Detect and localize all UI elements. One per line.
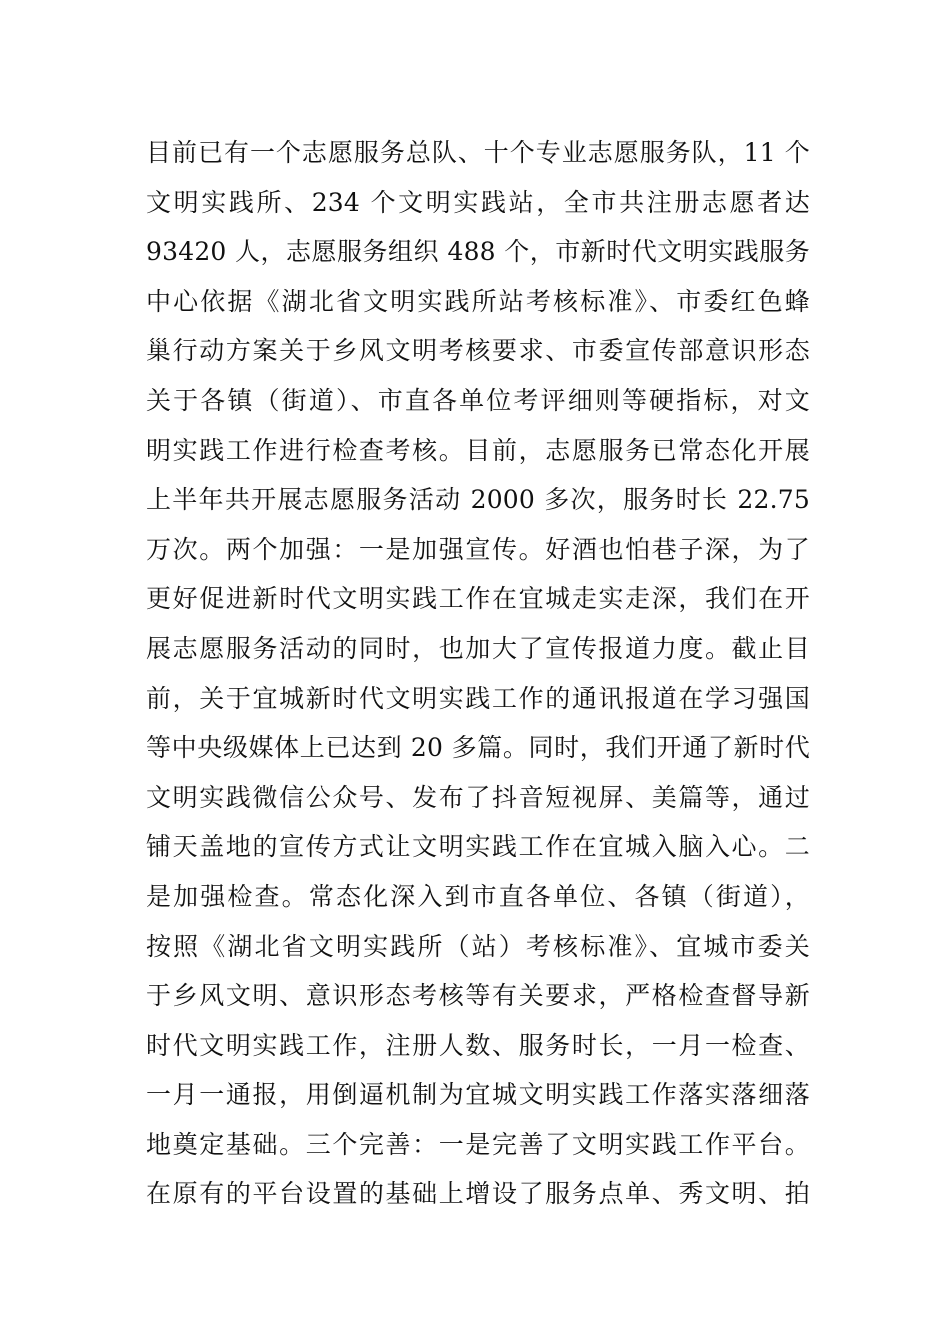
text-line: 目前已有一个志愿服务总队、十个专业志愿服务队，11 个 <box>146 138 810 167</box>
text-line: 时代文明实践工作，注册人数、服务时长，一月一检查、 <box>146 1030 810 1060</box>
text-line: 前，关于宜城新时代文明实践工作的通讯报道在学习强国 <box>146 683 810 713</box>
text-line: 巢行动方案关于乡风文明考核要求、市委宣传部意识形态 <box>146 336 810 366</box>
text-line: 文明实践所、234 个文明实践站，全市共注册志愿者达 <box>146 187 810 217</box>
text-line: 更好促进新时代文明实践工作在宜城走实走深，我们在开 <box>146 584 810 614</box>
text-line: 地奠定基础。三个完善：一是完善了文明实践工作平台。 <box>146 1129 810 1159</box>
text-line: 文明实践微信公众号、发布了抖音短视屏、美篇等，通过 <box>146 782 810 812</box>
text-line: 等中央级媒体上已达到 20 多篇。同时，我们开通了新时代 <box>146 733 810 763</box>
body-paragraph <box>146 128 810 1219</box>
text-line: 是加强检查。常态化深入到市直各单位、各镇（街道）， <box>146 881 810 911</box>
text-line: 上半年共开展志愿服务活动 2000 多次，服务时长 22.75 <box>146 485 810 515</box>
text-line: 于乡风文明、意识形态考核等有关要求，严格检查督导新 <box>146 981 810 1011</box>
text-line: 按照《湖北省文明实践所（站）考核标准》、宜城市委关 <box>146 931 810 961</box>
text-line: 一月一通报，用倒逼机制为宜城文明实践工作落实落细落 <box>146 1080 810 1110</box>
text-line: 万次。两个加强：一是加强宣传。好酒也怕巷子深，为了 <box>146 534 810 564</box>
text-line: 铺天盖地的宣传方式让文明实践工作在宜城入脑入心。二 <box>146 832 810 862</box>
text-line: 中心依据《湖北省文明实践所站考核标准》、市委红色蜂 <box>146 286 810 316</box>
text-line: 在原有的平台设置的基础上增设了服务点单、秀文明、拍 <box>146 1179 810 1209</box>
text-line: 明实践工作进行检查考核。目前，志愿服务已常态化开展 <box>146 435 810 465</box>
text-line: 关于各镇（街道）、市直各单位考评细则等硬指标，对文 <box>146 385 810 415</box>
text-line: 93420 人，志愿服务组织 488 个，市新时代文明实践服务 <box>146 237 810 267</box>
text-line: 展志愿服务活动的同时，也加大了宣传报道力度。截止目 <box>146 633 810 663</box>
